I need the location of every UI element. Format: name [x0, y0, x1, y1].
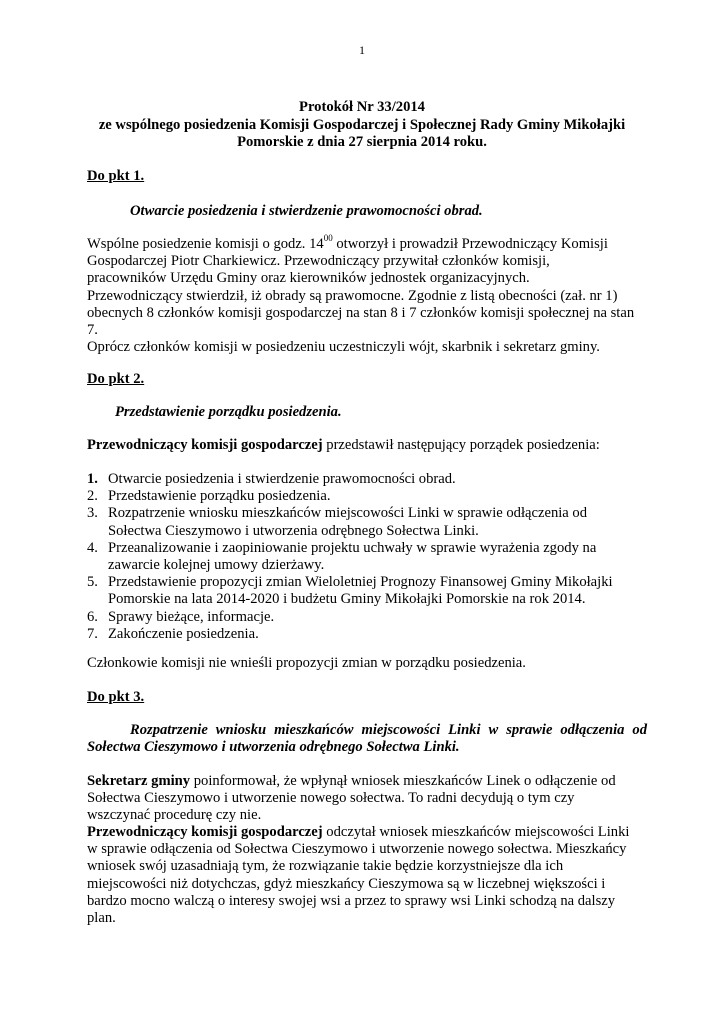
agenda-item-6: 6. Sprawy bieżące, informacje. [87, 608, 275, 625]
prz-line-4: miejscowości niż dotychczas, gdyż mieszkańcy Cieszymowa są w liczebnej większości i [87, 875, 606, 892]
pkt2-heading: Do pkt 2. [87, 371, 145, 387]
sek-line-2: Sołectwa Cieszymowo i utworzenie nowego sołectwa. To radni decydują o tym czy [87, 790, 575, 807]
pkt2-intro: Przewodniczący komisji gospodarczej przedstawił następujący porządek posiedzenia: [87, 437, 600, 453]
agenda-list [87, 471, 647, 643]
prz-line-1: Przewodniczący komisji gospodarczej odczytał wniosek mieszkańców miejscowości Linki [87, 824, 630, 840]
prz-line-2: w sprawie odłączenia od Sołectwa Cieszymowo i utworzenie nowego sołectwa. Mieszkańcy [87, 841, 627, 858]
title-line-2: ze wspólnego posiedzenia Komisji Gospodarczej i Społecznej Rady Gminy Mikołajki [98, 116, 626, 133]
time-superscript: 00 [323, 233, 333, 244]
pkt1-line-6: 7. [87, 322, 98, 339]
agenda-item-3: 3. Rozpatrzenie wniosku mieszkańców miejscowości Linki w sprawie odłączenia od Sołectwa Cieszymowo i utworzenia odrębnego Sołectwa Linki. [87, 505, 588, 539]
pkt1-line-7: Oprócz członków komisji w posiedzeniu uczestniczyli wójt, skarbnik i sekretarz gminy. [87, 339, 600, 356]
pkt3-subheading-line-2: Sołectwa Cieszymowo i utworzenia odrębnego Sołectwa Linki. [87, 739, 460, 756]
pkt1-paragraph [87, 233, 647, 356]
pkt1-line-4: Przewodniczący stwierdził, iż obrady są prawomocne. Zgodnie z listą obecności (zał. nr 1) [87, 287, 618, 304]
pkt1-heading: Do pkt 1. [87, 168, 145, 184]
pkt1-line-3: pracowników Urzędu Gminy oraz kierowników jednostek organizacyjnych. [87, 270, 530, 287]
sek-line-3: wszczynać procedurę czy nie. [87, 807, 262, 824]
agenda-item-1: 1. Otwarcie posiedzenia i stwierdzenie prawomocności obrad. [87, 471, 456, 487]
pkt2-subheading: Przedstawienie porządku posiedzenia. [115, 404, 342, 420]
prz-line-6: plan. [87, 910, 116, 927]
agenda-item-4: 4. Przeanalizowanie i zaopiniowanie projektu uchwały w sprawie wyrażenia zgody na zawarcie kolejnej umowy dzierżawy. [87, 539, 597, 574]
pkt3-subheading-line-1: Rozpatrzenie wniosku mieszkańców miejscowości Linki w sprawie odłączenia od [130, 722, 647, 738]
pkt3-chair-paragraph [87, 824, 647, 927]
page-number: 1 [359, 43, 365, 57]
title-line-1: Protokół Nr 33/2014 [299, 99, 425, 115]
agenda-item-5: 5. Przedstawienie propozycji zmian Wieloletniej Prognozy Finansowej Gminy Mikołajki Pomorskie na lata 2014-2020 i budżetu Gminy Mikołajki Pomorskie na rok 2014. [87, 574, 613, 608]
pkt1-subheading: Otwarcie posiedzenia i stwierdzenie prawomocności obrad. [130, 203, 483, 219]
pkt3-secretary-paragraph [87, 773, 647, 825]
pkt3-subheading [87, 722, 647, 756]
agenda-item-2: 2. Przedstawienie porządku posiedzenia. [87, 488, 331, 505]
sek-line-1: Sekretarz gminy poinformował, że wpłynął wniosek mieszkańców Linek o odłączenie od [87, 773, 616, 789]
pkt1-line-1: Wspólne posiedzenie komisji o godz. $14^{00}$ otworzył i prowadził Przewodniczący Komisji [87, 233, 608, 252]
pkt3-heading: Do pkt 3. [87, 689, 145, 705]
document-title [60, 99, 664, 152]
pkt2-closing: Członkowie komisji nie wnieśli propozycji zmian w porządku posiedzenia. [87, 655, 526, 671]
pkt1-line-2: Gospodarczej Piotr Charkiewicz. Przewodniczący przywitał członków komisji, [87, 253, 550, 270]
prz-line-5: bardzo mocno walczą o interesy swojej wsi a przez to sprawy wsi Linki schodzą na dalszy [87, 892, 616, 909]
prz-line-3: wniosek swój uzasadniają tym, że rozwiązanie takie będzie korzystniejsze dla ich [87, 858, 564, 875]
title-line-3: Pomorskie z dnia 27 sierpnia 2014 roku. [237, 134, 487, 150]
agenda-item-7: 7. Zakończenie posiedzenia. [87, 625, 259, 642]
pkt1-line-5: obecnych 8 członków komisji gospodarczej na stan 8 i 7 członków komisji społecznej na stan [87, 304, 635, 321]
